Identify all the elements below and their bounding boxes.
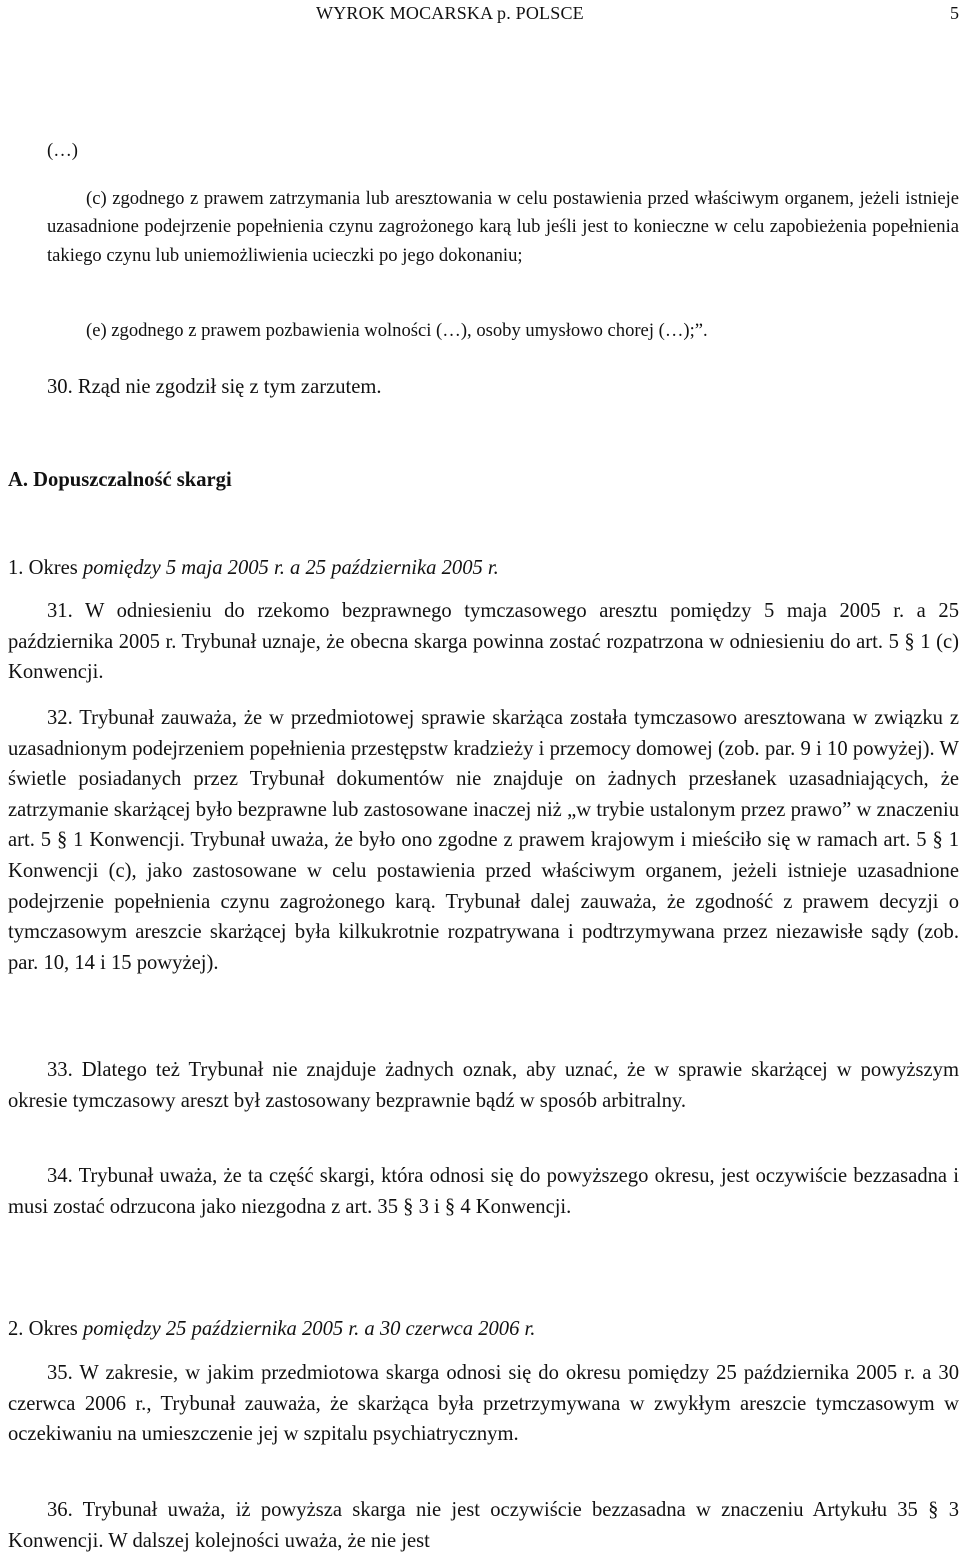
paragraph-35: 35. W zakresie, w jakim przedmiotowa skarga odnosi się do okresu pomiędzy 25 października 2005 r. a 30 czerwca 2006 r., Trybunał zauważa, że skarżąca była przetrzymywana w zwykłym areszcie tymczasowym w oczekiwaniu na umieszczenie jej w szpitalu psychiatrycznym. <box>8 1362 959 1446</box>
quote-paragraph-c: (c) zgodnego z prawem zatrzymania lub aresztowania w celu postawienia przed właściwym organem, jeżeli istnieje uzasadnione podejrzenie popełnienia czynu zagrożonego karą lub jeśli jest to konieczne w celu zapobieżenia popełnienia takiego czynu lub uniemożliwienia ucieczki po jego dokonaniu; <box>47 188 959 266</box>
subsection-heading-1-prefix: 1. Okres <box>8 557 83 579</box>
paragraph-33: 33. Dlatego też Trybunał nie znajduje żadnych oznak, aby uznać, że w sprawie skarżącej w powyższym okresie tymczasowy areszt był zastosowany bezprawnie bądź w sposób arbitralny. <box>8 1059 959 1112</box>
paragraph-31: 31. W odniesieniu do rzekomo bezprawnego tymczasowego aresztu pomiędzy 5 maja 2005 r. a 25 października 2005 r. Trybunał uznaje, że obecna skarga powinna zostać rozpatrzona w odniesieniu do art. 5 § 1 (c) Konwencji. <box>8 600 959 684</box>
subsection-heading-2 <box>8 1314 535 1344</box>
quote-ellipsis: (…) <box>47 140 78 161</box>
page-number: 5 <box>950 3 959 23</box>
paragraph-36: 36. Trybunał uważa, iż powyższa skarga nie jest oczywiście bezzasadna w znaczeniu Artykułu 35 § 3 Konwencji. W dalszej kolejności uważa, że nie jest <box>8 1499 959 1552</box>
section-heading-a: A. Dopuszczalność skargi <box>8 469 232 491</box>
paragraph-32: 32. Trybunał zauważa, że w przedmiotowej sprawie skarżąca została tymczasowo aresztowana w związku z uzasadnionym podejrzeniem popełnienia przestępstw kradzieży i przemocy domowej (zob. par. 9 i 10 powyżej). W świetle posiadanych przez Trybunał dokumentów nie znajduje on żadnych przesłanek uzasadniających, że zatrzymanie skarżącej było bezprawne lub zastosowane inaczej niż „w trybie ustalonym przez prawo” w znaczeniu art. 5 § 1 Konwencji. Trybunał uważa, że było ono zgodne z prawem krajowym i mieściło się w ramach art. 5 § 1 Konwencji (c), jako zastosowane w celu postawienia przed właściwym organem, jeżeli istnieje uzasadnione podejrzenie popełnienia czynu zagrożonego karą. Trybunał dalej zauważa, że zgodność z prawem decyzji o tymczasowym areszcie skarżącej była kilkukrotnie rozpatrywana i podtrzymywana przez niezawisłe sądy (zob. par. 10, 14 i 15 powyżej). <box>8 707 959 974</box>
running-title: WYROK MOCARSKA p. POLSCE <box>316 3 584 23</box>
subsection-heading-2-period: pomiędzy 25 października 2005 r. a 30 czerwca 2006 r. <box>82 1318 536 1340</box>
subsection-heading-1-period: pomiędzy 5 maja 2005 r. a 25 października 2005 r. <box>82 557 499 579</box>
paragraph-34: 34. Trybunał uważa, że ta część skargi, która odnosi się do powyższego okresu, jest oczywiście bezzasadna i musi zostać odrzucona jako niezgodna z art. 35 § 3 i § 4 Konwencji. <box>8 1165 959 1218</box>
page-header <box>0 2 960 26</box>
quote-paragraph-e: (e) zgodnego z prawem pozbawienia wolności (…), osoby umysłowo chorej (…);”. <box>86 320 708 341</box>
subsection-heading-1 <box>8 553 499 583</box>
subsection-heading-2-prefix: 2. Okres <box>8 1318 83 1340</box>
paragraph-30: 30. Rząd nie zgodził się z tym zarzutem. <box>47 376 382 398</box>
